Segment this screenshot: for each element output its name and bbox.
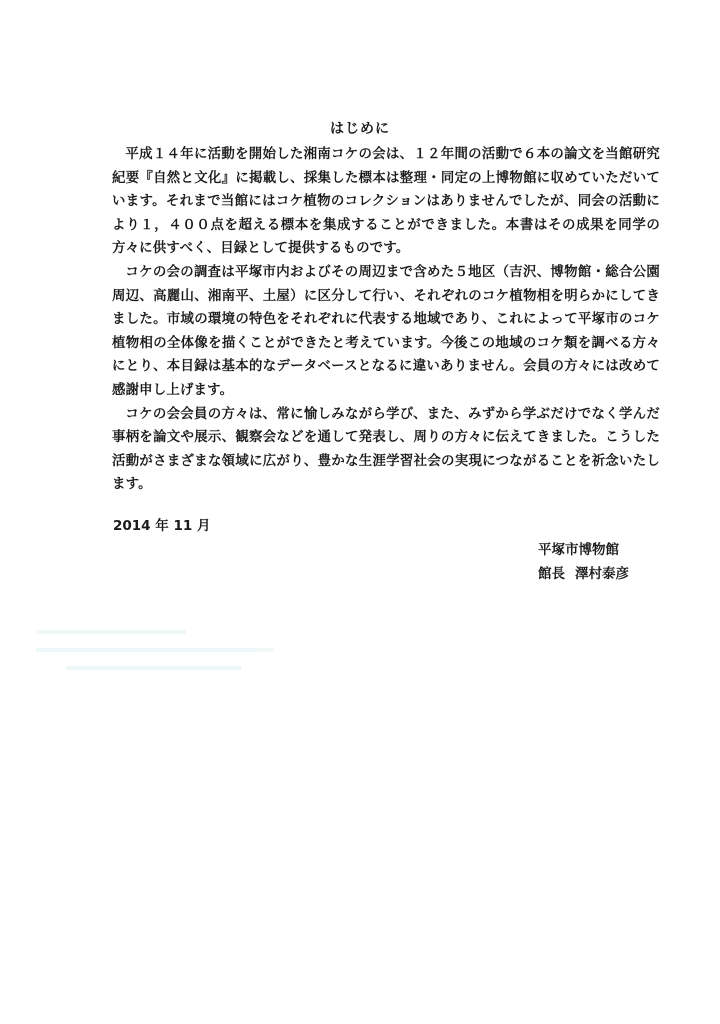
signature-name: 澤村泰彦 xyxy=(575,566,629,582)
paragraph-1: 平成１４年に活動を開始した湘南コケの会は、１２年間の活動で６本の論文を当館研究紀要『自然と文化』に掲載し、採集した標本は整理・同定の上博物館に収めていただいています。それまで当館にはコケ植物のコレクションはありませんでしたが、同会の活動により１，４００点を超える標本を集成することができました。本書はその成果を同学の方々に供すべく、目録として提供するものです。 xyxy=(112,147,661,257)
document-body xyxy=(112,143,660,497)
signature-name-line xyxy=(538,562,698,586)
document-title: はじめに xyxy=(330,121,390,137)
paragraph-2: コケの会の調査は平塚市内およびその周辺まで含めた５地区（吉沢、博物館・総合公園周辺、高麗山、湘南平、土屋）に区分して行い、それぞれのコケ植物相を明らかにしてきました。市域の環境の特色をそれぞれに代表する地域であり、これによって平塚市のコケ植物相の全体像を描くことができたと考えています。今後この地域のコケ類を調べる方々にとり、本目録は基本的なデータベースとなるに違いありません。会員の方々には改めて感謝申し上げます。 xyxy=(112,264,661,398)
paragraph-3: コケの会会員の方々は、常に愉しみながら学び、また、みずから学ぶだけでなく学んだ事柄を論文や展示、観察会などを通して発表し、周りの方々に伝えてきました。こうした活動がさまざまな領域に広がり、豊かな生涯学習社会の実現につながることを祈念いたします。 xyxy=(112,406,660,493)
signature-block xyxy=(538,538,698,586)
document-date: 2014 年 11 月 xyxy=(113,518,211,534)
signature-organization: 平塚市博物館 xyxy=(538,542,619,558)
show-through-mark xyxy=(36,630,286,690)
signature-role: 館長 xyxy=(538,566,565,582)
